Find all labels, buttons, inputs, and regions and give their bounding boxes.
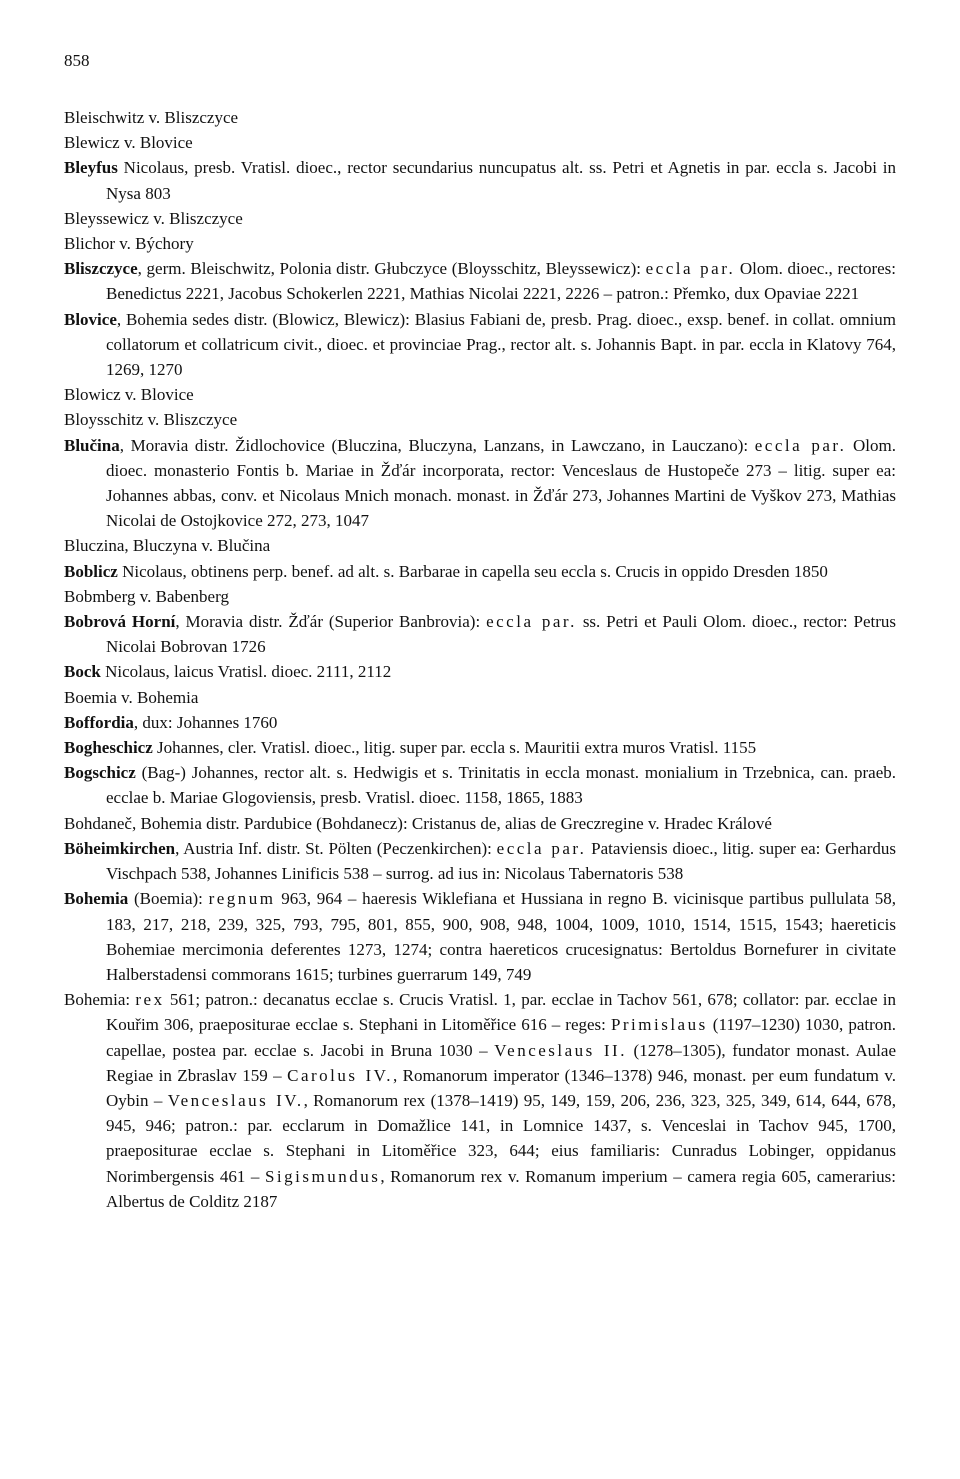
entry-text: , Romanorum rex v. Romanum imperium – camera regia 605, camerarius: Albertus de Colditz 2187 [106,1166,896,1211]
entry-spaced-term: rex [135,990,165,1010]
entry-headword: Bohemia [64,889,129,909]
entry-spaced-term: Primislaus [610,1015,708,1035]
index-entry [64,206,896,231]
entry-text: , Bohemia distr. Pardubice (Bohdanecz): Cristanus de, alias de Greczregine v. Hradec Králové [131,813,772,833]
entry-text: v. Bliszczyce [144,108,239,127]
entry-text: v. Bliszczyce [143,410,238,430]
entry-headword: Blowicz [64,385,121,405]
entry-text: v. Bliszczyce [148,208,243,228]
entry-text: ss. Petri et Pauli Olom. dioec., rector: Petrus Nicolai Bobrovan 1726 [106,612,896,657]
entry-headword: Blewicz [64,133,120,153]
entry-headword: Bleyfus [64,158,118,178]
entry-headword: Bluczina, Bluczyna [64,536,198,556]
index-entries [64,105,896,1214]
entry-headword: Bogschicz [64,763,136,783]
index-entry [64,685,896,710]
entry-spaced-term: eccla par. [496,838,587,858]
entry-text: , dux: Johannes 1760 [133,712,278,732]
entry-headword: Bobrová Horní [64,612,176,632]
index-entry [64,155,896,205]
entry-spaced-term: eccla par. [486,612,577,632]
index-entry [64,382,896,407]
index-entry [64,735,896,760]
index-entry [64,256,896,306]
entry-text: (Boemia): [128,889,209,909]
entry-text: , Austria Inf. distr. St. Pölten (Peczenkirchen): [175,838,497,858]
entry-headword: Bohdaneč [64,813,132,833]
entry-text: v. Babenberg [135,586,229,606]
entry-text: Olom. dioec., rectores: Benedictus 2221, Jacobus Schokerlen 2221, Mathias Nicolai 2221, 2226 – patron.: Přemko, dux Opaviae 2221 [106,259,896,304]
entry-text: , Moravia distr. Žďár (Superior Banbrovia): [175,612,487,632]
index-entry [64,987,896,1214]
entry-text: (1278–1305), fundator monast. Aulae Regiae in Zbraslav 159 – [106,1040,896,1085]
entry-spaced-term: regnum [208,889,276,909]
entry-headword: Blučina [64,435,120,455]
entry-text: , Moravia distr. Židlochovice (Bluczina, Bluczyna, Lanzans, in Lawczano, in Lauczano): [119,435,755,455]
entry-headword: Bohemia [64,990,126,1010]
entry-headword: Boblicz [64,561,118,581]
index-entry [64,130,896,155]
entry-spaced-term: eccla par. [754,435,847,455]
entry-text: (1197–1230) 1030, patron. capellae, postea par. ecclae s. Jacobi in Bruna 1030 – [106,1015,896,1060]
entry-spaced-term: eccla par. [645,259,736,279]
index-entry [64,811,896,836]
entry-text: 963, 964 – haeresis Wiklefiana et Hussiana in regno B. vicinisque partibus pullulata 58, 183, 217, 218, 239, 325, 793, 795, 801, 855, 900, 908, 948, 1004, 1009, 1010, 1514, 1515, 1543; haereticis Bohemiae mercimonia deferentes 1273, 1274; contra haereticos crucesignatus: Bertoldus Bornefurer in civitate Halberstadensi commorans 1615; turbines guerrarum 149, 749 [106,889,897,984]
entry-headword: Bleyssewicz [64,208,149,228]
index-entry [64,407,896,432]
entry-text: v. Bohemia [116,687,199,707]
entry-text: v. Blučina [197,536,271,556]
index-entry [64,433,896,534]
entry-headword: Bobmberg [64,586,136,606]
entry-text: , Bohemia sedes distr. (Blowicz, Blewicz): Blasius Fabiani de, presb. Prag. dioec., exsp. benef. in collat. omnium collatorum et collatricum civit., dioec. et provinciae Prag., rector alt. s. Johannis Bapt. in par. eccla in Klatovy 764, 1269, 1270 [106,309,896,380]
entry-text: v. Býchory [115,234,194,254]
entry-headword: Boemia [64,687,117,707]
entry-headword: Bock [64,662,101,682]
entry-text: 561; patron.: decanatus ecclae s. Crucis Vratisl. 1, par. ecclae in Tachov 561, 678; collator: par. ecclae in Kouřim 306, praepositurae ecclae s. Stephani in Litoměřice 616 – reges: [106,990,896,1035]
entry-text: Johannes, cler. Vratisl. dioec., litig. super par. eccla s. Mauritii extra muros Vratisl. 1155 [152,738,757,758]
index-entry [64,609,896,659]
entry-text: Olom. dioec. monasterio Fontis b. Mariae in Žďár incorporata, rector: Venceslaus de Hustopeče 273 – litig. super ea: Johannes abbas, conv. et Nicolaus Mnich monach. monast. in Žďár 273, Johannes Martini de Vyškov 273, Mathias Nicolai de Ostojkovice 272, 273, 1047 [106,435,896,531]
entry-headword: Bloysschitz [64,410,144,430]
entry-text: , Romanorum imperator (1346–1378) 946, monast. per eum fundatum v. Oybin – [106,1065,896,1110]
index-entry [64,533,896,558]
index-entry [64,886,896,987]
entry-headword: Böheimkirchen [64,838,176,858]
index-entry [64,659,896,684]
entry-text: (Bag-) Johannes, rector alt. s. Hedwigis et s. Trinitatis in eccla monast. monialium in Trzebnica, can. praeb. ecclae b. Mariae Glogoviensis, presb. Vratisl. dioec. 1158, 1865, 1883 [106,763,896,808]
entry-spaced-term: Venceslaus IV. [167,1090,304,1110]
entry-spaced-term: Venceslaus II. [494,1040,627,1060]
entry-headword: Blichor [64,234,115,254]
entry-spaced-term: Carolus IV. [287,1065,393,1085]
index-entry [64,760,896,810]
entry-text: Pataviensis dioec., litig. super ea: Gerhardus Vischpach 538, Johannes Linificis 538 – surrog. ad ius in: Nicolaus Tabernatoris 538 [106,838,896,884]
entry-text: : [125,990,136,1010]
index-entry [64,710,896,735]
entry-spaced-term: Sigismundus [264,1166,381,1186]
entry-headword: Bliszczyce [64,259,138,279]
entry-headword: Boffordia [64,712,134,732]
entry-headword: Blovice [64,309,117,329]
page-number: 858 [64,51,90,70]
index-entry [64,105,896,130]
entry-text: v. Blovice [119,133,193,153]
entry-headword: Bleischwitz [64,108,145,127]
entry-text: Nicolaus, laicus Vratisl. dioec. 2111, 2112 [100,662,392,682]
entry-text: Nicolaus, presb. Vratisl. dioec., rector secundarius nuncupatus alt. ss. Petri et Agnetis in par. eccla s. Jacobi in Nysa 803 [106,158,896,203]
entry-text: , germ. Bleischwitz, Polonia distr. Głubczyce (Bloysschitz, Bleyssewicz): [137,259,646,279]
entry-text: Nicolaus, obtinens perp. benef. ad alt. s. Barbarae in capella seu eccla s. Crucis in oppido Dresden 1850 [117,561,828,581]
entry-text: , Romanorum rex (1378–1419) 95, 149, 159, 206, 236, 323, 325, 349, 614, 644, 678, 945, 946; patron.: par. ecclarum in Domažlice 141, in Lomnice 1437, s. Venceslai in Tachov 945, 1700, praepositurae ecclae s. Stephani in Litoměřice 323, 644; eius familiaris: Cunradus Lobinger, oppidanus Norimbergensis 461 – [106,1090,896,1186]
index-entry [64,559,896,584]
index-entry [64,231,896,256]
entry-headword: Bogheschicz [64,738,153,758]
entry-text: v. Blovice [120,385,194,405]
index-entry [64,836,896,886]
index-entry [64,307,896,383]
index-entry [64,584,896,609]
